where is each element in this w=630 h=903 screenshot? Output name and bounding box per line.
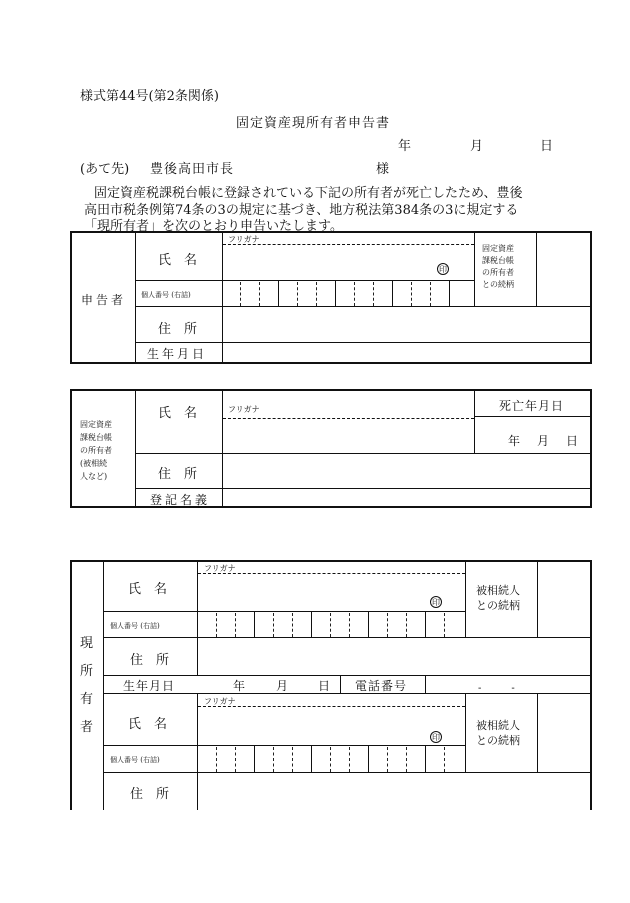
body-line-3: 「現所有者」を次のとおり申告いたします。 xyxy=(84,219,343,234)
declarant-id-label: 個人番号 (右詰) xyxy=(141,291,191,299)
current-owner-1-relation-label: 被相続人 との続柄 xyxy=(476,584,520,612)
date-month-label: 月 xyxy=(470,139,484,154)
honorific: 様 xyxy=(376,162,390,177)
current-owner-2-name-label: 氏 名 xyxy=(128,717,168,732)
current-owner-1-birth-field[interactable] xyxy=(198,676,340,693)
death-date-label: 死亡年月日 xyxy=(499,399,565,413)
form-number: 様式第44号(第2条関係) xyxy=(80,89,219,104)
current-owner-2-name-field[interactable] xyxy=(198,707,465,745)
current-owner-1-id-label: 個人番号 (右詰) xyxy=(110,622,160,630)
declarant-address-label: 住 所 xyxy=(158,322,198,337)
death-year-label: 年 xyxy=(508,434,521,448)
current-owner-1-name-field[interactable] xyxy=(198,574,465,611)
declarant-relation-field[interactable] xyxy=(537,232,591,306)
death-day-label: 日 xyxy=(566,434,579,448)
current-owner-2-furigana-label: フリガナ xyxy=(204,697,236,706)
registered-name-label: 登記名義 xyxy=(150,493,211,507)
owner-furigana-label: フリガナ xyxy=(228,405,260,414)
death-date-field[interactable] xyxy=(475,417,591,453)
current-owner-section-label: 現 所 有 者 xyxy=(80,636,94,735)
current-owner-1-birth-label: 生年月日 xyxy=(123,679,176,693)
seal-mark-icon: 印 xyxy=(432,733,440,742)
owner-name-label: 氏 名 xyxy=(158,406,198,421)
form-title: 固定資産現所有者申告書 xyxy=(236,116,391,131)
current-owner-2-address-field[interactable] xyxy=(198,773,590,810)
declarant-name-field[interactable] xyxy=(223,245,474,280)
phone-separator: - - xyxy=(478,683,515,694)
declarant-name-label: 氏 名 xyxy=(158,253,198,268)
current-owner-1-name-label: 氏 名 xyxy=(128,582,168,597)
current-owner-1-id-field[interactable] xyxy=(198,612,465,637)
current-owner-1-relation-field[interactable] xyxy=(538,561,590,637)
birth-year-label: 年 xyxy=(233,679,246,693)
declarant-birth-field[interactable] xyxy=(223,343,591,363)
current-owner-2-relation-label: 被相続人 との続柄 xyxy=(476,719,520,747)
owner-name-field[interactable] xyxy=(223,419,474,453)
body-line-2: 高田市税条例第74条の3の規定に基づき、地方税法第384条の3に規定する xyxy=(84,203,519,218)
current-owner-1-address-label: 住 所 xyxy=(130,653,170,668)
declarant-address-field[interactable] xyxy=(223,307,591,342)
owner-address-label: 住 所 xyxy=(158,467,198,482)
current-owner-2-id-label: 個人番号 (右詰) xyxy=(110,756,160,764)
declarant-id-field[interactable] xyxy=(223,281,474,306)
date-day-label: 日 xyxy=(540,139,554,154)
death-month-label: 月 xyxy=(537,434,550,448)
seal-mark-icon: 印 xyxy=(439,265,447,274)
current-owner-2-address-label: 住 所 xyxy=(130,787,170,802)
seal-mark-icon: 印 xyxy=(432,598,440,607)
date-year-label: 年 xyxy=(398,139,412,154)
birth-month-label: 月 xyxy=(276,679,289,693)
current-owner-1-address-field[interactable] xyxy=(198,638,590,675)
declarant-relation-label: 固定資産 課税台帳 の所有者 との続柄 xyxy=(482,244,514,289)
registered-name-field[interactable] xyxy=(223,489,591,507)
declarant-birth-label: 生年月日 xyxy=(147,347,208,361)
addressee: 豊後高田市長 xyxy=(150,162,235,177)
current-owner-1-furigana-label: フリガナ xyxy=(204,564,236,573)
current-owner-2-id-field[interactable] xyxy=(198,746,465,772)
current-owner-1-phone-field[interactable] xyxy=(426,676,590,693)
owner-address-field[interactable] xyxy=(223,454,591,488)
owner-section-label: 固定資産 課税台帳 の所有者 (被相続 人など) xyxy=(80,420,112,481)
birth-day-label: 日 xyxy=(318,679,331,693)
phone-label: 電話番号 xyxy=(355,679,408,693)
addressee-prefix: (あて先) xyxy=(80,162,130,177)
declarant-section-label: 申告者 xyxy=(81,293,127,307)
body-line-1: 固定資産税課税台帳に登録されている下記の所有者が死亡したため、豊後 xyxy=(94,186,523,201)
declarant-furigana-label: フリガナ xyxy=(228,235,260,244)
current-owner-2-relation-field[interactable] xyxy=(538,694,590,772)
